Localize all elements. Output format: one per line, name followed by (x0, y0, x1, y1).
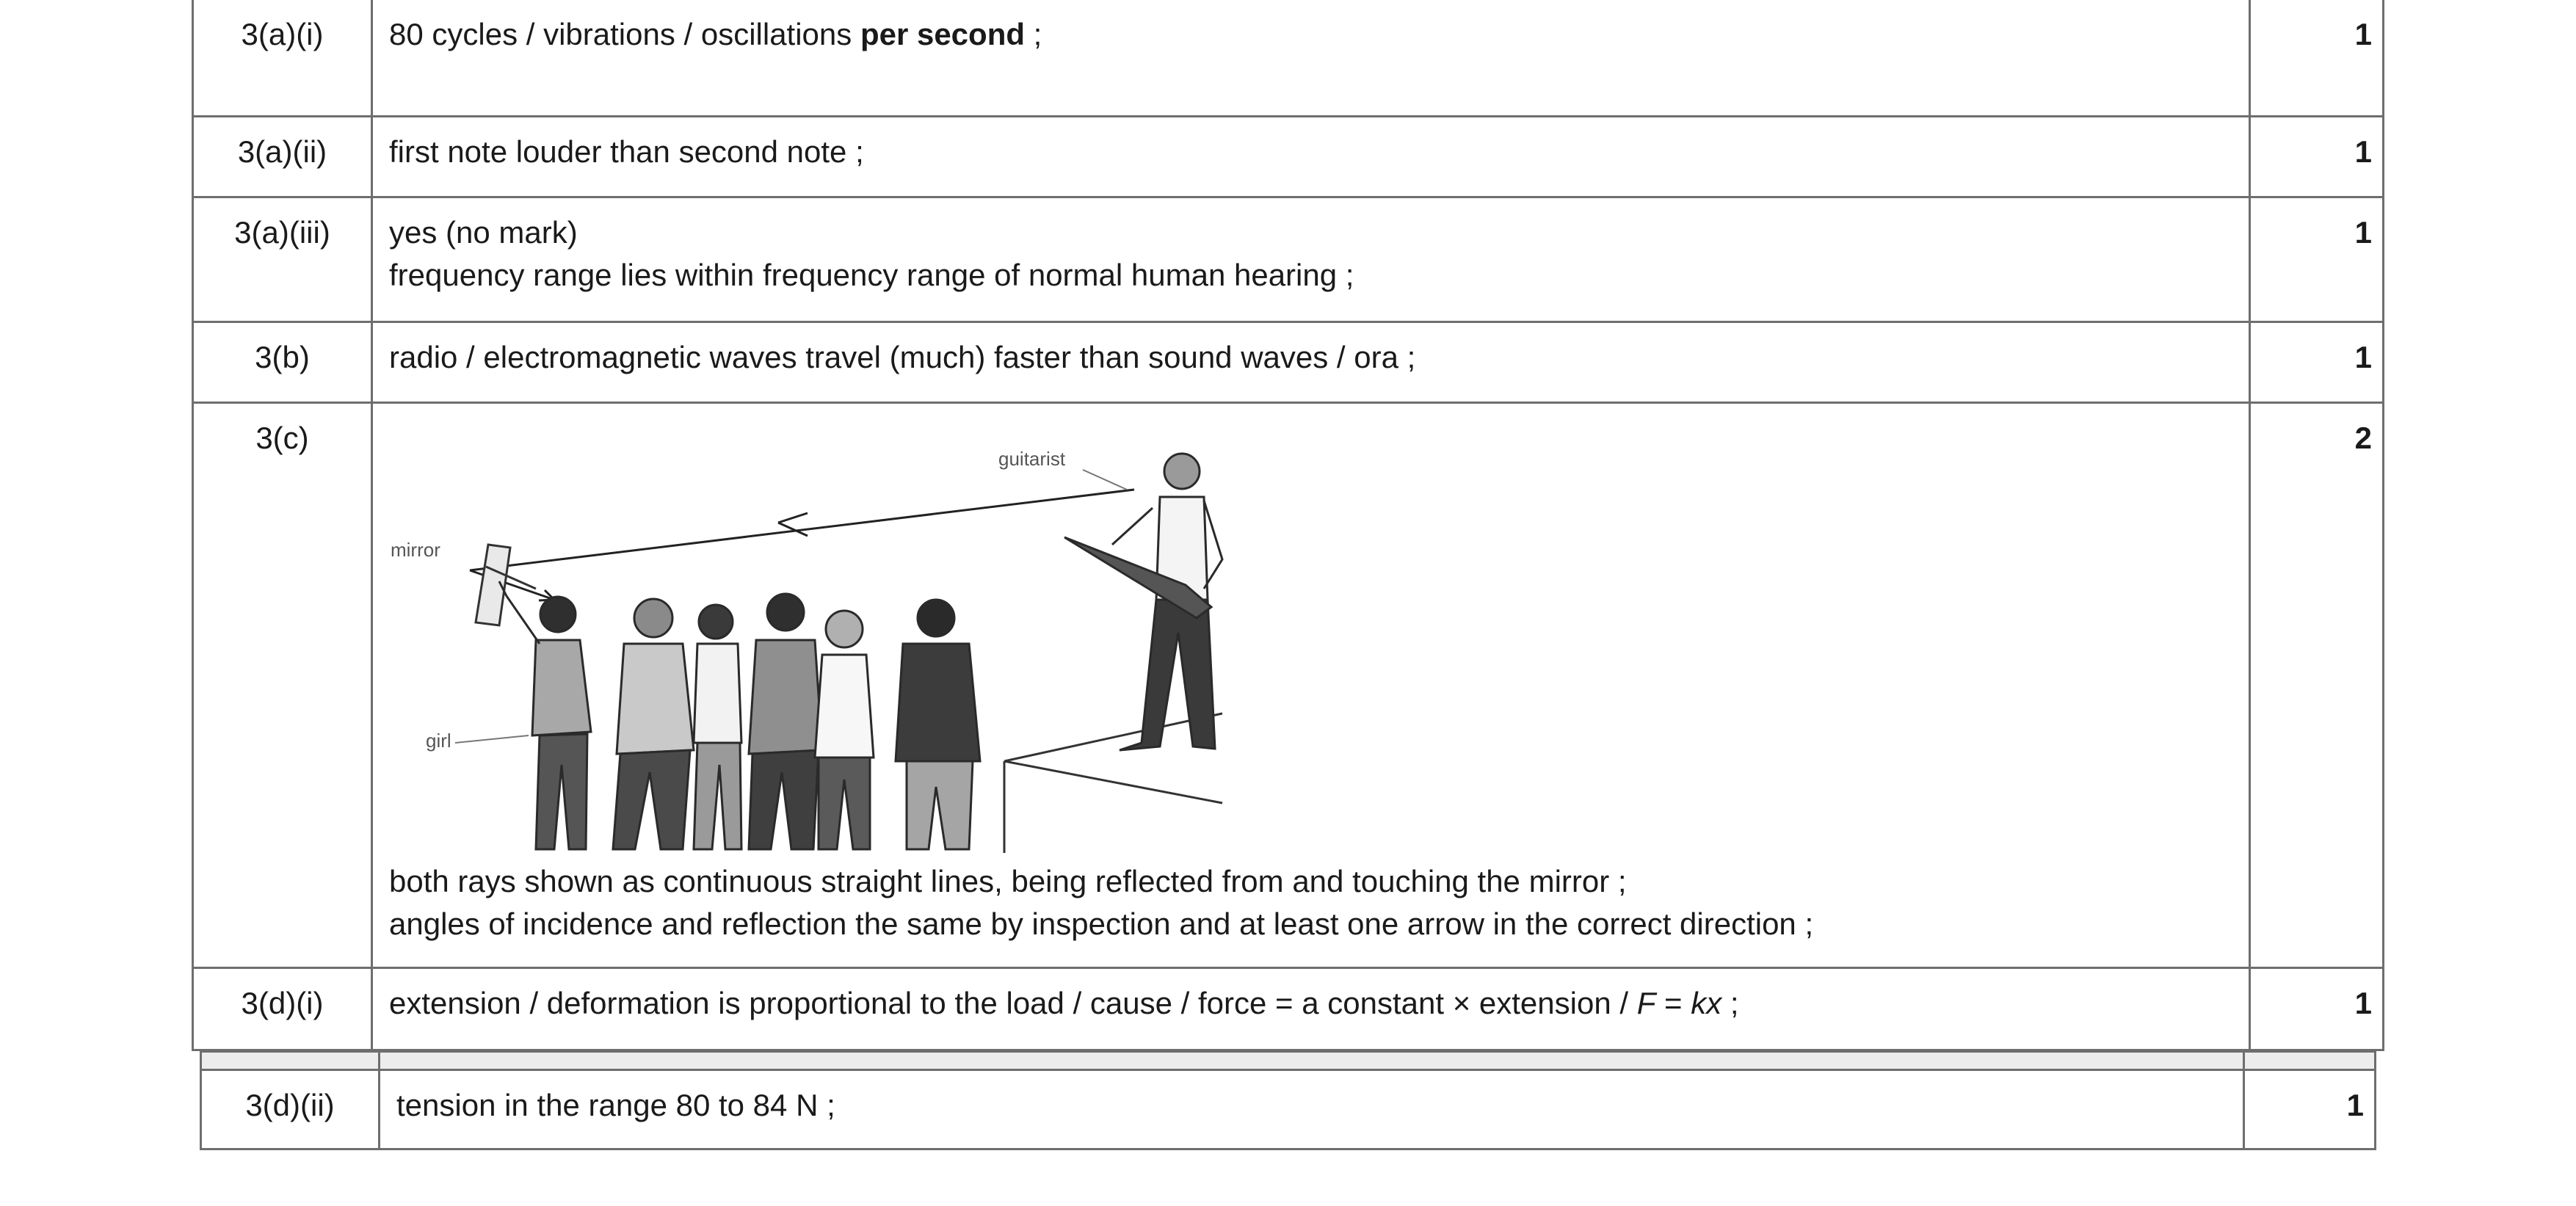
answer-terminator: ; (1721, 985, 1739, 1020)
table-row (193, 0, 2384, 116)
answer-line: yes (no mark) (389, 214, 578, 250)
marks-value: 1 (2250, 197, 2384, 322)
question-number: 3(a)(i) (193, 0, 372, 116)
table-row (201, 1070, 2376, 1149)
answer-cell (372, 0, 2250, 116)
marks-value: 1 (2250, 0, 2384, 116)
question-number: 3(a)(iii) (193, 197, 372, 322)
ray-diagram-figure (389, 420, 1241, 856)
marks-value: 1 (2250, 116, 2384, 197)
answer-cell (372, 967, 2250, 1050)
question-number: 3(c) (193, 402, 372, 967)
answer-cell (372, 402, 2250, 967)
answer-text: first note louder than second note ; (372, 116, 2250, 197)
answer-text: tension in the range 80 to 84 N ; (380, 1070, 2244, 1149)
answer-emphasis: per second (860, 17, 1026, 51)
answer-terminator: ; (1025, 17, 1042, 51)
answer-text: 80 cycles / vibrations / oscillations (389, 17, 860, 51)
marks-value: 1 (2250, 967, 2384, 1050)
answer-text: = (1655, 985, 1691, 1020)
answer-symbol: kx (1691, 985, 1722, 1020)
light-ray (470, 490, 1134, 600)
table-row (193, 197, 2384, 322)
table-row (193, 322, 2384, 402)
answer-line: frequency range lies within frequency range of normal human hearing ; (389, 257, 1354, 292)
table-row (193, 116, 2384, 197)
stage-illustration (1004, 713, 1222, 853)
mirror-illustration (476, 545, 536, 625)
marks-value: 1 (2250, 322, 2384, 402)
question-number: 3(d)(i) (193, 967, 372, 1050)
answer-line: angles of incidence and reflection the same by inspection and at least one arrow in the correct direction ; (389, 906, 1814, 941)
mark-scheme-table (192, 0, 2384, 1051)
question-number: 3(d)(ii) (201, 1070, 380, 1149)
table-row (193, 967, 2384, 1050)
crowd-illustration (499, 581, 980, 849)
question-number: 3(b) (193, 322, 372, 402)
marks-value: 1 (2244, 1070, 2376, 1149)
answer-cell (372, 197, 2250, 322)
figure-label-mirror: mirror (391, 538, 440, 561)
answer-text: radio / electromagnetic waves travel (much) faster than sound waves / ora ; (372, 322, 2250, 402)
mark-scheme-table-continued (200, 1050, 2376, 1150)
answer-line: both rays shown as continuous straight lines, being reflected from and touching the mirror ; (389, 863, 1627, 898)
question-number: 3(a)(ii) (193, 116, 372, 197)
table-row (193, 402, 2384, 967)
guitarist-illustration (1064, 454, 1222, 750)
figure-label-guitarist: guitarist (998, 447, 1066, 470)
figure-label-girl: girl (426, 729, 451, 752)
table-header-strip (201, 1052, 2376, 1070)
answer-text: extension / deformation is proportional to the load / cause / force = a constant × extension / (389, 985, 1637, 1020)
marks-value: 2 (2250, 402, 2384, 967)
answer-symbol: F (1636, 985, 1656, 1020)
